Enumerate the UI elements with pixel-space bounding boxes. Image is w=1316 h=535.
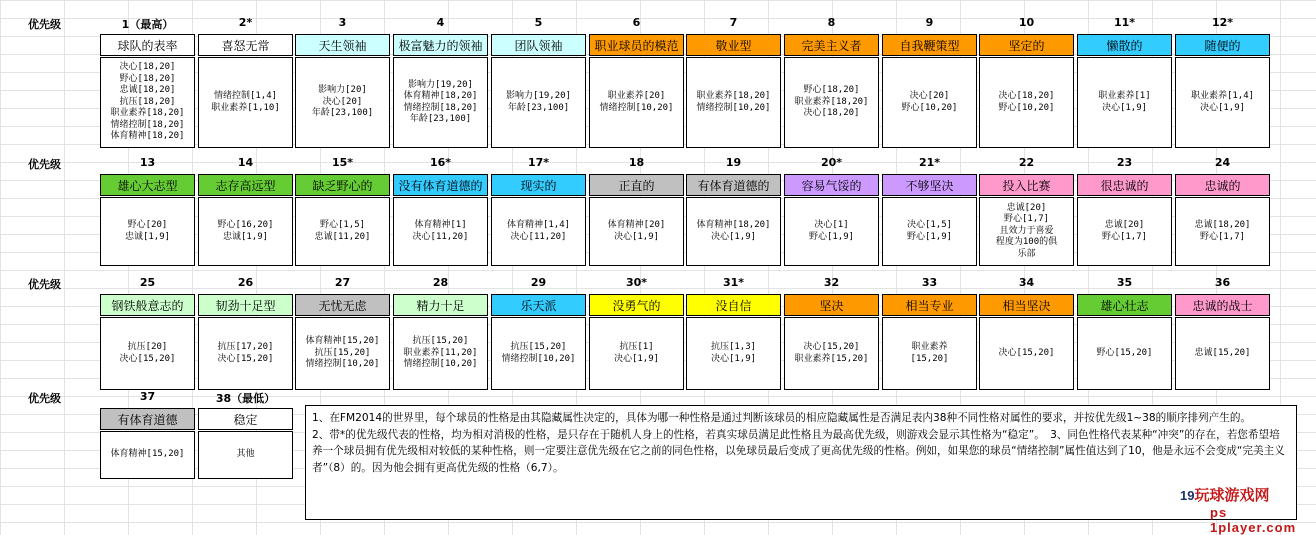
attribute-requirements: 忠诚[15,20] (1194, 347, 1251, 358)
attribute-requirements: 体育精神[1] 决心[11,20] (412, 220, 469, 242)
personality-attribute-cell (589, 197, 684, 266)
priority-rank: 22 (1018, 156, 1035, 169)
personality-name-cell: 雄心大志型 (100, 174, 195, 196)
priority-rank: 9 (925, 16, 934, 29)
personality-attribute-cell (882, 57, 977, 148)
priority-rank: 36 (1214, 276, 1231, 289)
personality-attribute-cell (589, 57, 684, 148)
attribute-requirements: 影响力[20] 决心[20] 年龄[23,100] (311, 85, 374, 119)
priority-row-label: 优先级 (28, 278, 61, 291)
personality-name-cell: 有体育道德 (100, 408, 195, 430)
priority-rank: 26 (237, 276, 254, 289)
personality-attribute-cell (1077, 197, 1172, 266)
personality-attribute-cell (100, 317, 195, 390)
priority-rank: 23 (1116, 156, 1133, 169)
personality-name-cell: 自我鞭策型 (882, 34, 977, 56)
personality-name-cell: 极富魅力的领袖 (393, 34, 488, 56)
personality-name-cell: 坚决 (784, 294, 879, 316)
personality-attribute-cell (198, 57, 293, 148)
priority-rank: 19 (725, 156, 742, 169)
personality-name-cell: 球队的表率 (100, 34, 195, 56)
attribute-requirements: 体育精神[15,20] (110, 449, 185, 460)
personality-name-cell: 没自信 (686, 294, 781, 316)
priority-rank: 11* (1113, 16, 1136, 29)
personality-attribute-cell (784, 317, 879, 390)
personality-name-cell: 随便的 (1175, 34, 1270, 56)
personality-name-cell: 钢铁般意志的 (100, 294, 195, 316)
priority-row-label: 优先级 (28, 18, 61, 31)
attribute-requirements: 决心[15,20] 职业素养[15,20] (794, 342, 869, 364)
personality-name-cell: 很忠诚的 (1077, 174, 1172, 196)
notes-box (305, 405, 1297, 520)
attribute-requirements: 决心[1] 野心[1,9] (808, 220, 855, 242)
personality-attribute-cell (393, 57, 488, 148)
attribute-requirements: 抗压[17,20] 决心[15,20] (217, 342, 274, 364)
personality-attribute-cell (686, 317, 781, 390)
personality-attribute-cell (198, 197, 293, 266)
personality-attribute-cell (393, 317, 488, 390)
personality-attribute-cell (295, 317, 390, 390)
personality-name-cell: 懒散的 (1077, 34, 1172, 56)
note-2: 2、带*的优先级代表的性格，均为相对消极的性格，是只存在于随机人身上的性格，若真实球员满足此性格且为最高优先级，则游戏会显示其性格为“稳定”。 3、同色性格代表某种“冲突”的存在，若您希望培养一个球员拥有优先级相对较低的某种性格，则一定要注意优先级在它之前的同色性格，以免球员最后变成了更高优先级的性格。例如，如果您的球员“情绪控制”属性值达到了10，他是永远不会变成“完美主义者”（8）的。因为他会拥有更高优先级的性格（6,7）。 (312, 428, 1285, 474)
attribute-requirements: 职业素养[20] 情绪控制[10,20] (599, 91, 674, 113)
attribute-requirements: 抗压[15,20] 情绪控制[10,20] (501, 342, 576, 364)
personality-attribute-cell (295, 197, 390, 266)
priority-rank: 18 (628, 156, 645, 169)
attribute-requirements: 野心[16,20] 忠诚[1,9] (217, 220, 274, 242)
priority-rank: 25 (139, 276, 156, 289)
personality-attribute-cell (491, 57, 586, 148)
personality-attribute-cell (882, 317, 977, 390)
priority-rank: 2* (238, 16, 253, 29)
priority-rank: 33 (921, 276, 938, 289)
priority-rank: 20* (820, 156, 843, 169)
personality-name-cell: 志存高远型 (198, 174, 293, 196)
priority-row-label: 优先级 (28, 158, 61, 171)
personality-attribute-cell (686, 57, 781, 148)
personality-name-cell: 正直的 (589, 174, 684, 196)
attribute-requirements: 体育精神[20] 决心[1,9] (607, 220, 666, 242)
personality-name-cell: 乐天派 (491, 294, 586, 316)
priority-rank: 4 (436, 16, 445, 29)
priority-rank: 8 (827, 16, 836, 29)
priority-rank: 12* (1211, 16, 1234, 29)
personality-attribute-cell (784, 57, 879, 148)
personality-name-cell: 忠诚的 (1175, 174, 1270, 196)
attribute-requirements: 忠诚[20] 野心[1,7] (1101, 220, 1148, 242)
attribute-requirements: 体育精神[1,4] 决心[11,20] (506, 220, 571, 242)
personality-attribute-cell (198, 317, 293, 390)
attribute-requirements: 忠诚[18,20] 野心[1,7] (1194, 220, 1251, 242)
priority-rank: 7 (729, 16, 738, 29)
personality-attribute-cell (393, 197, 488, 266)
attribute-requirements: 影响力[19,20] 体育精神[18,20] 情绪控制[18,20] 年龄[23,100] (403, 79, 478, 124)
priority-rank: 31* (722, 276, 745, 289)
priority-rank: 34 (1018, 276, 1035, 289)
personality-name-cell: 现实的 (491, 174, 586, 196)
priority-rank: 24 (1214, 156, 1231, 169)
priority-rank: 30* (625, 276, 648, 289)
attribute-requirements: 野心[20] 忠诚[1,9] (124, 220, 171, 242)
personality-name-cell: 团队领袖 (491, 34, 586, 56)
personality-attribute-cell (979, 197, 1074, 266)
priority-rank: 32 (823, 276, 840, 289)
priority-rank: 10 (1018, 16, 1035, 29)
attribute-requirements: 决心[15,20] (998, 347, 1055, 358)
personality-name-cell: 雄心壮志 (1077, 294, 1172, 316)
personality-attribute-cell (882, 197, 977, 266)
personality-name-cell: 稳定 (198, 408, 293, 430)
personality-name-cell: 投入比赛 (979, 174, 1074, 196)
attribute-requirements: 野心[1,5] 忠诚[11,20] (314, 220, 371, 242)
attribute-requirements: 抗压[20] 决心[15,20] (119, 342, 176, 364)
priority-rank: 38（最低） (215, 392, 276, 405)
priority-rank: 15* (331, 156, 354, 169)
attribute-requirements: 职业素养 [15,20] (910, 342, 949, 364)
attribute-requirements: 决心[20] 野心[10,20] (901, 91, 958, 113)
personality-attribute-cell (198, 431, 293, 479)
personality-attribute-cell (295, 57, 390, 148)
personality-attribute-cell (100, 431, 195, 479)
personality-name-cell: 没有体育道德的 (393, 174, 488, 196)
attribute-requirements: 决心[18,20] 野心[18,20] 忠诚[18,20] 抗压[18,20] 职业素养[18,20] 情绪控制[18,20] 体育精神[18,20] (110, 62, 185, 142)
personality-name-cell: 没勇气的 (589, 294, 684, 316)
priority-rank: 16* (429, 156, 452, 169)
priority-rank: 35 (1116, 276, 1133, 289)
attribute-requirements: 决心[18,20] 野心[10,20] (998, 91, 1055, 113)
personality-name-cell: 忠诚的战士 (1175, 294, 1270, 316)
personality-attribute-cell (491, 197, 586, 266)
attribute-requirements: 职业素养[18,20] 情绪控制[10,20] (696, 91, 771, 113)
personality-attribute-cell (1175, 57, 1270, 148)
personality-name-cell: 天生领袖 (295, 34, 390, 56)
personality-name-cell: 缺乏野心的 (295, 174, 390, 196)
personality-attribute-cell (686, 197, 781, 266)
attribute-requirements: 抗压[1,3] 决心[1,9] (710, 342, 757, 364)
attribute-requirements: 决心[1,5] 野心[1,9] (906, 220, 953, 242)
watermark-logo: 19玩球游戏网 ps 1player.com (1180, 487, 1297, 535)
personality-attribute-cell (979, 317, 1074, 390)
personality-name-cell: 精力十足 (393, 294, 488, 316)
personality-name-cell: 无忧无虑 (295, 294, 390, 316)
personality-attribute-cell (979, 57, 1074, 148)
note-1: 1、在FM2014的世界里，每个球员的性格是由其隐藏属性决定的，具体为哪一种性格是通过判断该球员的相应隐藏属性是否满足表内38种不同性格对属性的要求，并按优先级1~38的顺序排列产生的。 (312, 412, 1252, 424)
personality-attribute-cell (1175, 197, 1270, 266)
personality-attribute-cell (589, 317, 684, 390)
attribute-requirements: 抗压[1] 决心[1,9] (613, 342, 660, 364)
priority-rank: 13 (139, 156, 156, 169)
priority-rank: 17* (527, 156, 550, 169)
attribute-requirements: 抗压[15,20] 职业素养[11,20] 情绪控制[10,20] (403, 336, 478, 370)
priority-rank: 1（最高） (121, 18, 174, 31)
priority-rank: 3 (338, 16, 347, 29)
priority-rank: 37 (139, 390, 156, 403)
personality-name-cell: 职业球员的模范 (589, 34, 684, 56)
personality-name-cell: 不够坚决 (882, 174, 977, 196)
personality-attribute-cell (1077, 317, 1172, 390)
attribute-requirements: 体育精神[15,20] 抗压[15,20] 情绪控制[10,20] (305, 336, 380, 370)
attribute-requirements: 职业素养[1] 决心[1,9] (1098, 91, 1151, 113)
personality-attribute-cell (1175, 317, 1270, 390)
personality-name-cell: 有体育道德的 (686, 174, 781, 196)
attribute-requirements: 职业素养[1,4] 决心[1,9] (1190, 91, 1255, 113)
personality-attribute-cell (100, 57, 195, 148)
priority-rank: 21* (918, 156, 941, 169)
priority-rank: 14 (237, 156, 254, 169)
attribute-requirements: 影响力[19,20] 年龄[23,100] (506, 91, 571, 113)
priority-row-label: 优先级 (28, 392, 61, 405)
priority-rank: 29 (530, 276, 547, 289)
personality-attribute-cell (1077, 57, 1172, 148)
priority-rank: 28 (432, 276, 449, 289)
personality-attribute-cell (784, 197, 879, 266)
priority-rank: 5 (534, 16, 543, 29)
personality-name-cell: 容易气馁的 (784, 174, 879, 196)
personality-name-cell: 相当专业 (882, 294, 977, 316)
personality-name-cell: 敬业型 (686, 34, 781, 56)
attribute-requirements: 野心[18,20] 职业素养[18,20] 决心[18,20] (794, 85, 869, 119)
priority-rank: 27 (334, 276, 351, 289)
attribute-requirements: 体育精神[18,20] 决心[1,9] (696, 220, 771, 242)
personality-attribute-cell (100, 197, 195, 266)
personality-name-cell: 完美主义者 (784, 34, 879, 56)
attribute-requirements: 野心[15,20] (1096, 347, 1153, 358)
personality-name-cell: 相当坚决 (979, 294, 1074, 316)
attribute-requirements: 其他 (236, 449, 255, 460)
personality-name-cell: 喜怒无常 (198, 34, 293, 56)
attribute-requirements: 忠诚[20] 野心[1,7] 且效力于喜爱 程度为100的俱 乐部 (995, 202, 1058, 259)
attribute-requirements: 情绪控制[1,4] 职业素养[1,10] (211, 91, 280, 113)
priority-rank: 6 (632, 16, 641, 29)
personality-name-cell: 坚定的 (979, 34, 1074, 56)
personality-name-cell: 韧劲十足型 (198, 294, 293, 316)
personality-attribute-cell (491, 317, 586, 390)
